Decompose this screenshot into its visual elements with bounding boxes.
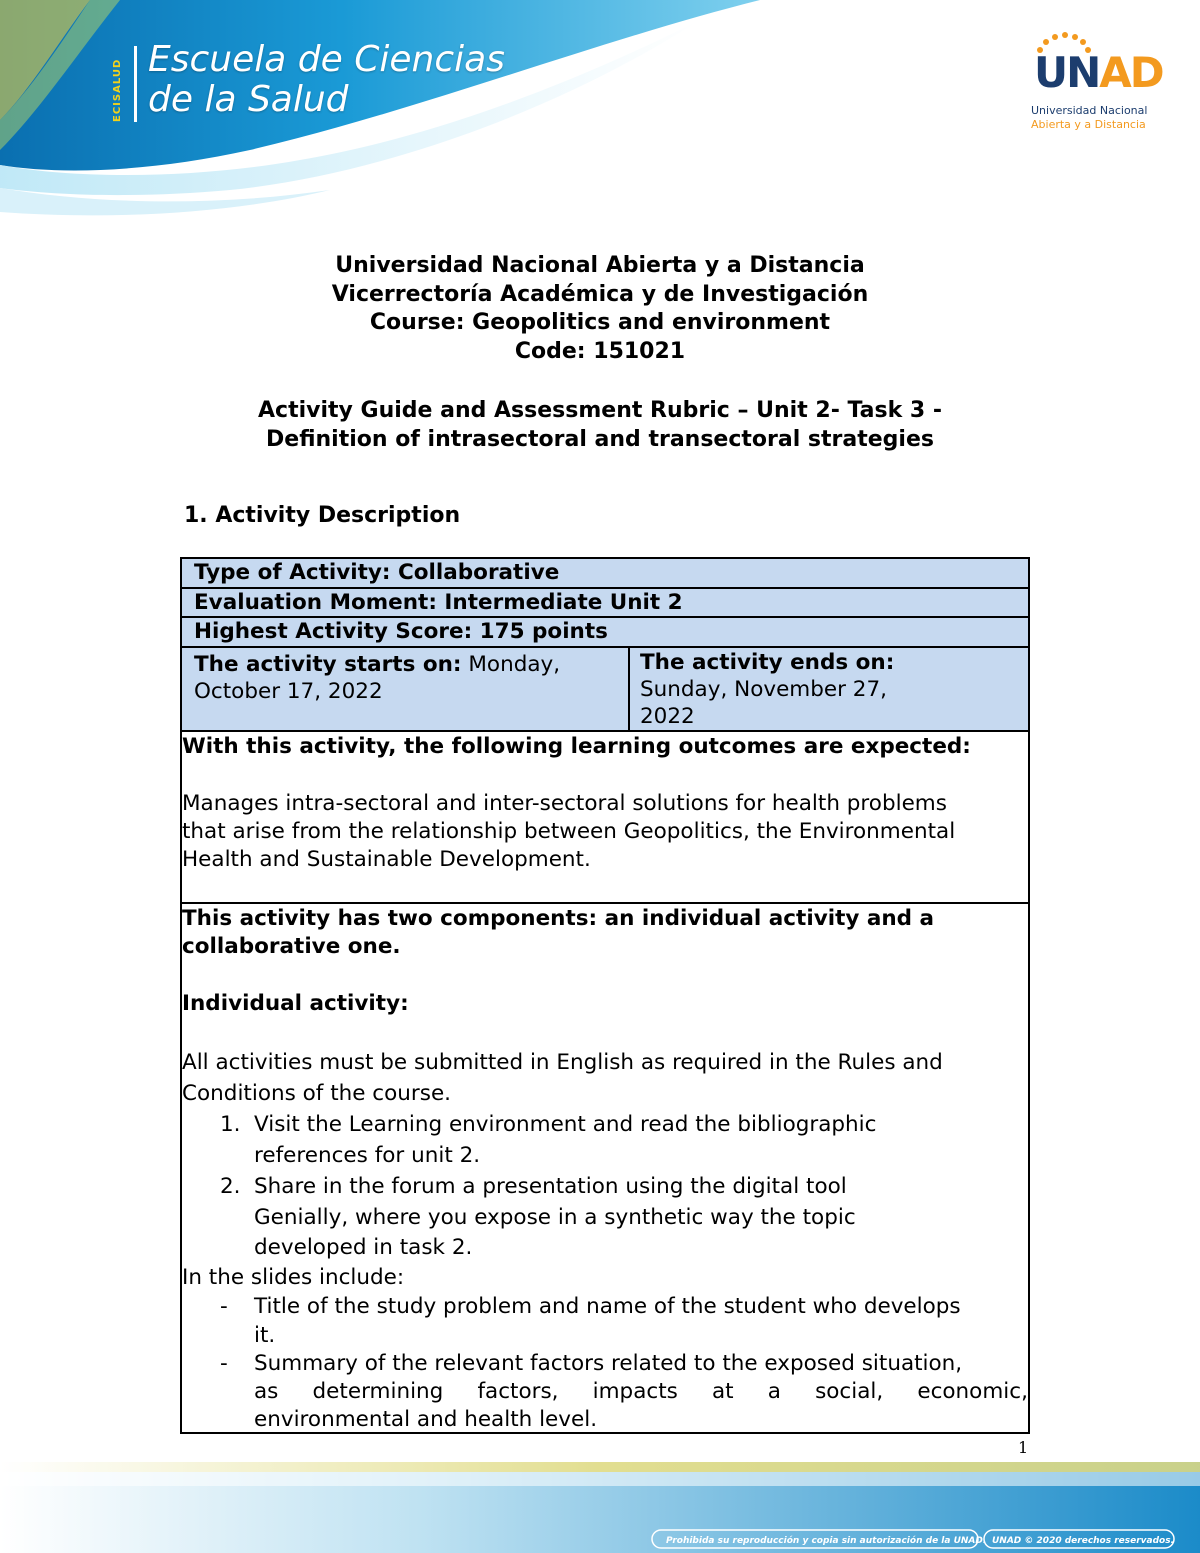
unad-logo: [1026, 30, 1166, 140]
type-of-activity: Type of Activity: Collaborative: [194, 560, 560, 585]
step-1-line1: Visit the Learning environment and read the bibliographic: [254, 1112, 877, 1137]
bullet-1-mark: -: [220, 1294, 228, 1319]
logo-letter-n: N: [1066, 48, 1100, 97]
bullet-2-item: [182, 1350, 1028, 1378]
bullet-2-word-economic: economic,: [917, 1379, 1028, 1404]
rules-line1: All activities must be submitted in English as required in the Rules and: [182, 1050, 943, 1075]
step-1-number: 1.: [220, 1112, 241, 1137]
bullet-2-continued: [182, 1406, 1028, 1434]
bullet-2-word-factors: factors,: [477, 1379, 559, 1404]
guide-title-line2: Definition of intrasectoral and transectoral strategies: [266, 427, 934, 452]
individual-activity-heading: Individual activity:: [182, 991, 409, 1016]
start-date-cell: [182, 648, 630, 730]
step-2-continued-b: [182, 1233, 1028, 1263]
bullet-2-mark: -: [220, 1351, 228, 1376]
logo-abierta-line: Abierta y a Distancia: [1031, 118, 1146, 131]
bullet-2-word-social: social,: [815, 1379, 884, 1404]
footer-copyright: UNAD © 2020 derechos reservados.: [992, 1536, 1175, 1546]
bullet-1-item: [182, 1292, 1028, 1321]
guide-title-block: [100, 396, 1100, 454]
dates-row: [182, 648, 1028, 732]
end-date-value-line1: Sunday, November 27,: [640, 677, 887, 702]
logo-letter-u: U: [1034, 48, 1067, 97]
bullet-2-word-a: a: [767, 1379, 781, 1404]
bullet-2-line1: Summary of the relevant factors related to the exposed situation,: [254, 1351, 963, 1376]
step-2-number: 2.: [220, 1174, 241, 1199]
bullet-2-word-determining: determining: [312, 1379, 444, 1404]
highest-score: Highest Activity Score: 175 points: [194, 619, 608, 644]
end-date-text: [640, 649, 1028, 730]
school-name: [148, 40, 505, 120]
end-date-label: The activity ends on:: [640, 650, 895, 675]
type-of-activity-row: [182, 559, 1028, 589]
activity-table: [180, 557, 1030, 1434]
bullet-2-word-at: at: [711, 1379, 734, 1404]
logo-university-line: Universidad Nacional: [1031, 104, 1148, 117]
bullet-1-continued: [182, 1321, 1028, 1350]
step-1-item: [182, 1109, 1028, 1140]
outcomes-line1: Manages intra-sectoral and inter-sectoral solutions for health problems: [182, 791, 947, 816]
section-heading: 1. Activity Description: [184, 503, 461, 528]
footer-notice: Prohibida su reproducción y copia sin autorización de la UNAD.: [666, 1536, 987, 1546]
end-date-cell: [630, 648, 1028, 730]
components-line1: This activity has two components: an individual activity and a: [182, 906, 935, 931]
outcomes-heading: With this activity, the following learning outcomes are expected:: [182, 734, 971, 759]
bullet-2-word-impacts: impacts: [592, 1379, 678, 1404]
bullet-2-word-as: as: [254, 1379, 279, 1404]
learning-outcomes-row: [182, 732, 1028, 904]
school-tag: ECISALUD: [112, 58, 123, 122]
vicerrectoria-title: Vicerrectoría Académica y de Investigación: [331, 281, 869, 307]
school-divider: [134, 46, 137, 122]
logo-letters-ad: AD: [1099, 48, 1163, 97]
guide-title-line1: Activity Guide and Assessment Rubric – Unit 2- Task 3 -: [258, 398, 942, 423]
step-1-line2: references for unit 2.: [254, 1143, 481, 1168]
outcomes-line3: Health and Sustainable Development.: [182, 847, 591, 872]
university-title: Universidad Nacional Abierta y a Distancia: [335, 253, 865, 278]
step-1-continued: [182, 1140, 1028, 1171]
end-date-value-line2: 2022: [640, 704, 695, 729]
outcomes-line2: that arise from the relationship between Geopolitics, the Environmental: [182, 819, 956, 844]
start-date-text: [194, 651, 628, 705]
rules-line2: Conditions of the course.: [182, 1081, 452, 1106]
step-2-line3: developed in task 2.: [254, 1235, 473, 1260]
step-2-line2: Genially, where you expose in a synthetic way the topic: [254, 1205, 856, 1230]
activity-components-cell: [182, 904, 1028, 1434]
page-number: 1: [1018, 1438, 1029, 1457]
step-2-line1: Share in the forum a presentation using the digital tool: [254, 1174, 847, 1199]
course-code: Code: 151021: [514, 338, 686, 364]
school-name-line1: Escuela de Ciencias: [148, 39, 505, 80]
school-name-line2: de la Salud: [148, 79, 349, 120]
components-line2: collaborative one.: [182, 934, 401, 959]
learning-outcomes-cell: [182, 732, 1028, 874]
bullet-1-line2: it.: [254, 1323, 276, 1348]
bullet-1-line1: Title of the study problem and name of the student who develops: [254, 1294, 961, 1319]
slides-intro: In the slides include:: [182, 1265, 405, 1290]
course-title: Course: Geopolitics and environment: [369, 310, 831, 335]
bullet-2-justified-line: [254, 1378, 1028, 1406]
evaluation-moment-row: [182, 589, 1028, 618]
start-date-value-part2: October 17, 2022: [194, 679, 383, 704]
header-banner: [0, 0, 1200, 230]
bullet-2-line3: environmental and health level.: [254, 1407, 598, 1432]
start-date-label: The activity starts on:: [194, 652, 462, 677]
evaluation-moment: Evaluation Moment: Intermediate Unit 2: [194, 590, 683, 615]
highest-score-row: [182, 618, 1028, 648]
document-title-block: [100, 252, 1100, 366]
logo-wordmark: [1034, 48, 1163, 97]
step-2-item: [182, 1171, 1028, 1202]
step-2-continued-a: [182, 1202, 1028, 1233]
start-date-value-part1: Monday,: [468, 652, 561, 677]
